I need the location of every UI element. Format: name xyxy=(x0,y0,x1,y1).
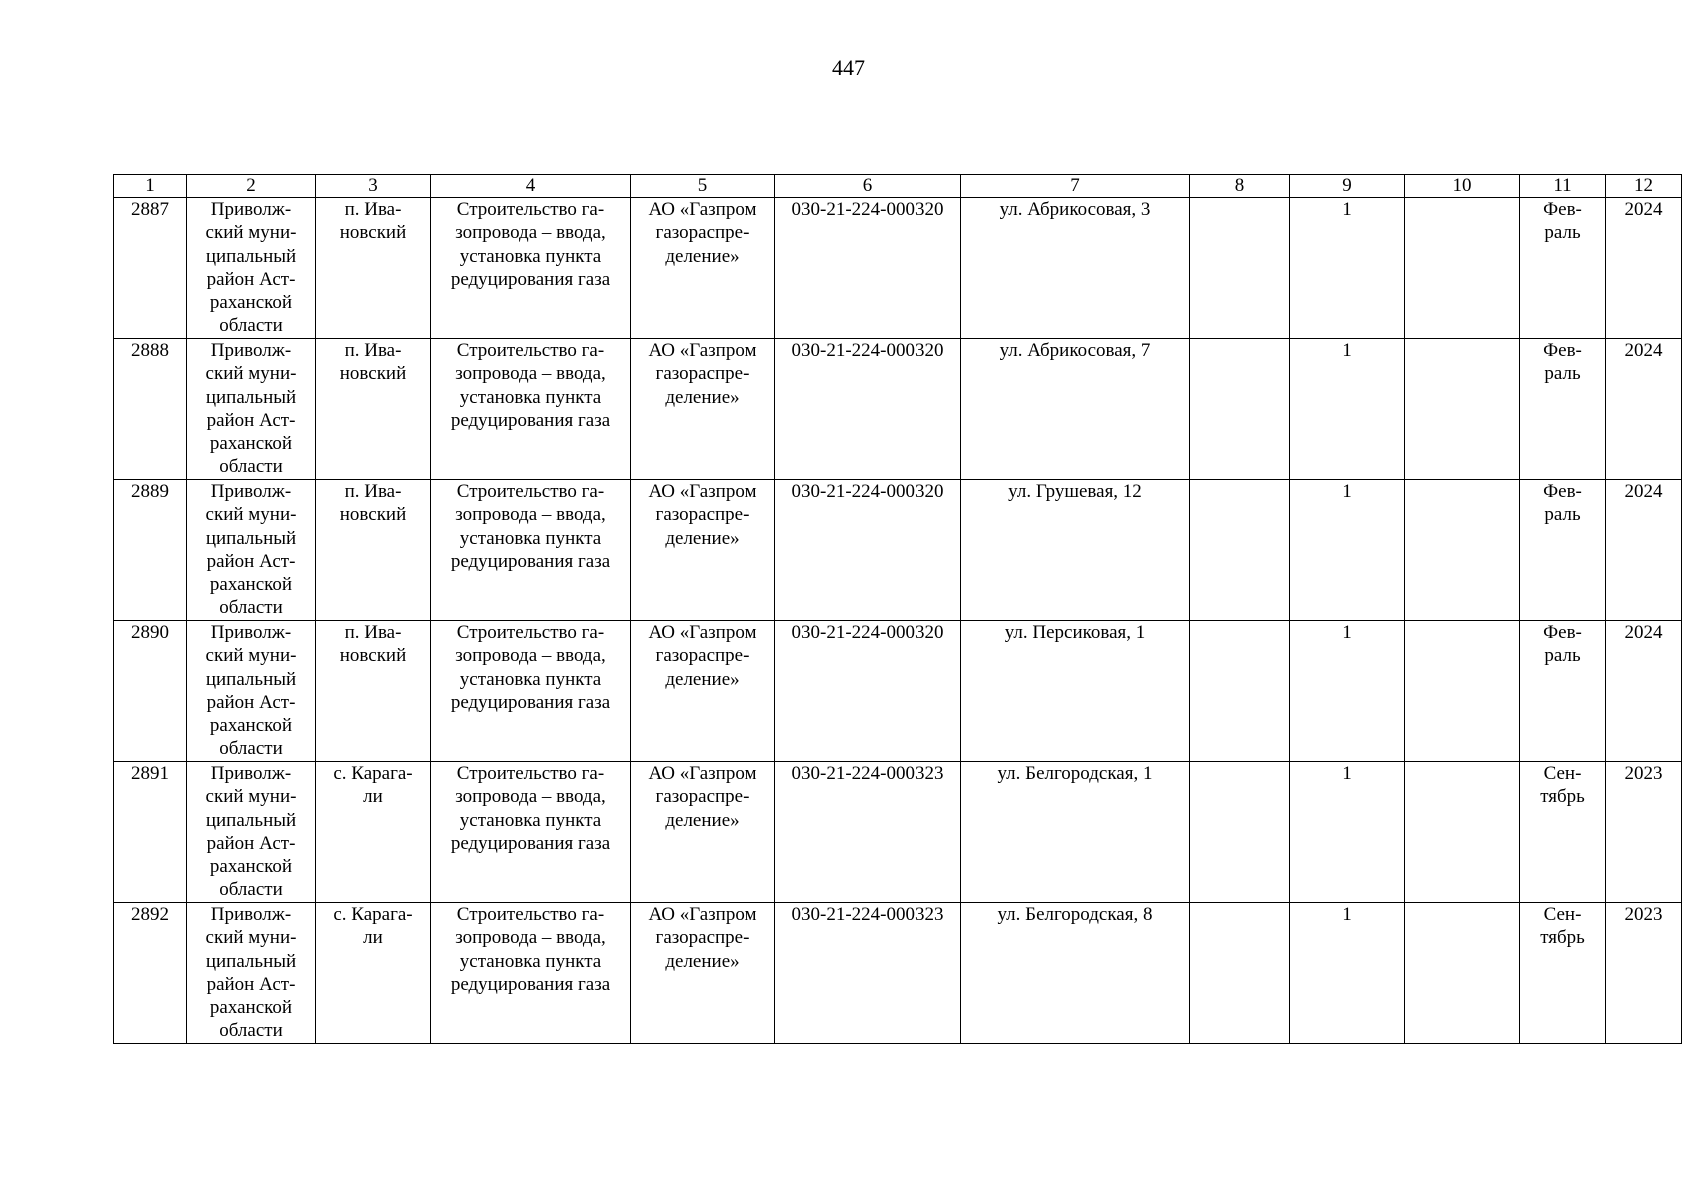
organization-cell-text: АО «Газпром газораспре- деление» xyxy=(648,199,757,267)
organization-cell-text: АО «Газпром газораспре- деление» xyxy=(648,622,757,690)
col-work-type-header: 4 xyxy=(431,175,631,198)
settlement-cell-text: п. Ива- новский xyxy=(339,199,407,244)
work-type-cell xyxy=(431,480,631,621)
address-cell-text: ул. Белгородская, 8 xyxy=(997,904,1153,925)
district-cell xyxy=(187,198,316,339)
settlement-cell-text: п. Ива- новский xyxy=(339,622,407,667)
address-cell-text: ул. Абрикосовая, 7 xyxy=(999,340,1151,361)
row-number-cell xyxy=(114,621,187,762)
year-cell xyxy=(1606,480,1682,621)
year-cell xyxy=(1606,903,1682,1044)
row-number-cell-text: 2889 xyxy=(131,481,169,502)
district-cell xyxy=(187,903,316,1044)
count-cell-text: 1 xyxy=(1342,622,1352,643)
table-row xyxy=(114,621,1682,762)
empty-cell-10 xyxy=(1405,339,1520,480)
month-cell-text: Фев- раль xyxy=(1543,622,1582,667)
month-cell-text: Сен- тябрь xyxy=(1540,904,1585,949)
table-row xyxy=(114,480,1682,621)
settlement-cell xyxy=(316,339,431,480)
month-cell-text: Фев- раль xyxy=(1543,481,1582,526)
empty-cell-8 xyxy=(1190,903,1290,1044)
year-cell-text: 2024 xyxy=(1624,199,1663,220)
address-cell-text: ул. Грушевая, 12 xyxy=(1008,481,1142,502)
count-cell xyxy=(1290,903,1405,1044)
settlement-cell xyxy=(316,480,431,621)
address-cell-text: ул. Белгородская, 1 xyxy=(997,763,1153,784)
address-cell xyxy=(961,762,1190,903)
district-cell-text: Приволж- ский муни- ципальный район Аст- раханской области xyxy=(205,904,297,1042)
count-cell-text: 1 xyxy=(1342,199,1352,220)
work-type-cell-text: Строительство га- зопровода – ввода, установка пункта редуцирования газа xyxy=(450,763,611,854)
month-cell-text: Фев- раль xyxy=(1543,199,1582,244)
work-type-cell-text: Строительство га- зопровода – ввода, установка пункта редуцирования газа xyxy=(450,340,611,431)
organization-cell-text: АО «Газпром газораспре- деление» xyxy=(648,481,757,549)
empty-cell-10 xyxy=(1405,903,1520,1044)
work-type-cell-text: Строительство га- зопровода – ввода, установка пункта редуцирования газа xyxy=(450,904,611,995)
month-cell xyxy=(1520,339,1606,480)
table-row xyxy=(114,903,1682,1044)
organization-cell xyxy=(631,339,775,480)
col-organization-header: 5 xyxy=(631,175,775,198)
address-cell-text: ул. Персиковая, 1 xyxy=(1004,622,1146,643)
month-cell-text: Фев- раль xyxy=(1543,340,1582,385)
work-type-cell xyxy=(431,903,631,1044)
year-cell-text: 2024 xyxy=(1624,622,1663,643)
work-type-cell xyxy=(431,621,631,762)
count-cell xyxy=(1290,762,1405,903)
row-number-cell xyxy=(114,480,187,621)
work-type-cell xyxy=(431,339,631,480)
address-cell xyxy=(961,339,1190,480)
count-cell xyxy=(1290,198,1405,339)
col-10-header: 10 xyxy=(1405,175,1520,198)
address-cell xyxy=(961,198,1190,339)
district-cell-text: Приволж- ский муни- ципальный район Аст- раханской области xyxy=(205,481,297,619)
organization-cell-text: АО «Газпром газораспре- деление» xyxy=(648,340,757,408)
code-cell xyxy=(775,903,961,1044)
address-cell xyxy=(961,621,1190,762)
code-cell xyxy=(775,339,961,480)
count-cell-text: 1 xyxy=(1342,763,1352,784)
code-cell xyxy=(775,480,961,621)
code-cell-text: 030-21-224-000323 xyxy=(791,763,944,784)
row-number-cell-text: 2892 xyxy=(131,904,169,925)
month-cell xyxy=(1520,762,1606,903)
code-cell-text: 030-21-224-000320 xyxy=(791,622,944,643)
address-cell xyxy=(961,480,1190,621)
month-cell xyxy=(1520,198,1606,339)
year-cell xyxy=(1606,762,1682,903)
row-number-cell xyxy=(114,762,187,903)
work-type-cell-text: Строительство га- зопровода – ввода, установка пункта редуцирования газа xyxy=(450,481,611,572)
year-cell-text: 2023 xyxy=(1624,904,1663,925)
district-cell xyxy=(187,621,316,762)
year-cell-text: 2024 xyxy=(1624,340,1663,361)
empty-cell-8 xyxy=(1190,762,1290,903)
district-cell-text: Приволж- ский муни- ципальный район Аст- раханской области xyxy=(205,763,297,901)
organization-cell-text: АО «Газпром газораспре- деление» xyxy=(648,904,757,972)
settlement-cell-text: с. Карага- ли xyxy=(333,763,413,808)
year-cell-text: 2023 xyxy=(1624,763,1663,784)
district-cell-text: Приволж- ский муни- ципальный район Аст- раханской области xyxy=(205,340,297,478)
col-district-header: 2 xyxy=(187,175,316,198)
empty-cell-10 xyxy=(1405,621,1520,762)
row-number-cell-text: 2887 xyxy=(131,199,169,220)
code-cell-text: 030-21-224-000320 xyxy=(791,481,944,502)
settlement-cell-text: п. Ива- новский xyxy=(339,481,407,526)
month-cell-text: Сен- тябрь xyxy=(1540,763,1585,808)
col-count-header: 9 xyxy=(1290,175,1405,198)
col-code-header: 6 xyxy=(775,175,961,198)
empty-cell-10 xyxy=(1405,762,1520,903)
settlement-cell xyxy=(316,903,431,1044)
district-cell xyxy=(187,762,316,903)
code-cell xyxy=(775,762,961,903)
col-address-header: 7 xyxy=(961,175,1190,198)
settlement-cell-text: п. Ива- новский xyxy=(339,340,407,385)
count-cell xyxy=(1290,480,1405,621)
register-table xyxy=(113,174,1682,1044)
month-cell xyxy=(1520,480,1606,621)
row-number-cell xyxy=(114,339,187,480)
table-row xyxy=(114,339,1682,480)
address-cell xyxy=(961,903,1190,1044)
address-cell-text: ул. Абрикосовая, 3 xyxy=(999,199,1151,220)
year-cell xyxy=(1606,198,1682,339)
page-number: 447 xyxy=(832,55,865,80)
settlement-cell xyxy=(316,198,431,339)
table-row xyxy=(114,762,1682,903)
empty-cell-8 xyxy=(1190,339,1290,480)
year-cell xyxy=(1606,339,1682,480)
organization-cell xyxy=(631,762,775,903)
code-cell-text: 030-21-224-000323 xyxy=(791,904,944,925)
col-year-header: 12 xyxy=(1606,175,1682,198)
row-number-cell xyxy=(114,198,187,339)
count-cell-text: 1 xyxy=(1342,904,1352,925)
district-cell-text: Приволж- ский муни- ципальный район Аст- раханской области xyxy=(205,199,297,337)
year-cell xyxy=(1606,621,1682,762)
work-type-cell-text: Строительство га- зопровода – ввода, установка пункта редуцирования газа xyxy=(450,199,611,290)
settlement-cell xyxy=(316,621,431,762)
row-number-cell-text: 2890 xyxy=(131,622,169,643)
empty-cell-10 xyxy=(1405,198,1520,339)
col-number-header: 1 xyxy=(114,175,187,198)
settlement-cell xyxy=(316,762,431,903)
col-month-header: 11 xyxy=(1520,175,1606,198)
organization-cell xyxy=(631,903,775,1044)
table-header-row xyxy=(114,175,1682,198)
empty-cell-10 xyxy=(1405,480,1520,621)
organization-cell-text: АО «Газпром газораспре- деление» xyxy=(648,763,757,831)
work-type-cell xyxy=(431,762,631,903)
organization-cell xyxy=(631,198,775,339)
count-cell-text: 1 xyxy=(1342,481,1352,502)
empty-cell-8 xyxy=(1190,480,1290,621)
table-body xyxy=(114,175,1682,1044)
work-type-cell-text: Строительство га- зопровода – ввода, установка пункта редуцирования газа xyxy=(450,622,611,713)
organization-cell xyxy=(631,480,775,621)
code-cell xyxy=(775,198,961,339)
col-settlement-header: 3 xyxy=(316,175,431,198)
code-cell xyxy=(775,621,961,762)
year-cell-text: 2024 xyxy=(1624,481,1663,502)
district-cell xyxy=(187,339,316,480)
district-cell xyxy=(187,480,316,621)
row-number-cell-text: 2891 xyxy=(131,763,169,784)
organization-cell xyxy=(631,621,775,762)
table-row xyxy=(114,198,1682,339)
settlement-cell-text: с. Карага- ли xyxy=(333,904,413,949)
count-cell-text: 1 xyxy=(1342,340,1352,361)
code-cell-text: 030-21-224-000320 xyxy=(791,199,944,220)
col-8-header: 8 xyxy=(1190,175,1290,198)
month-cell xyxy=(1520,903,1606,1044)
work-type-cell xyxy=(431,198,631,339)
count-cell xyxy=(1290,339,1405,480)
count-cell xyxy=(1290,621,1405,762)
code-cell-text: 030-21-224-000320 xyxy=(791,340,944,361)
row-number-cell xyxy=(114,903,187,1044)
empty-cell-8 xyxy=(1190,621,1290,762)
district-cell-text: Приволж- ский муни- ципальный район Аст- раханской области xyxy=(205,622,297,760)
empty-cell-8 xyxy=(1190,198,1290,339)
row-number-cell-text: 2888 xyxy=(131,340,169,361)
month-cell xyxy=(1520,621,1606,762)
